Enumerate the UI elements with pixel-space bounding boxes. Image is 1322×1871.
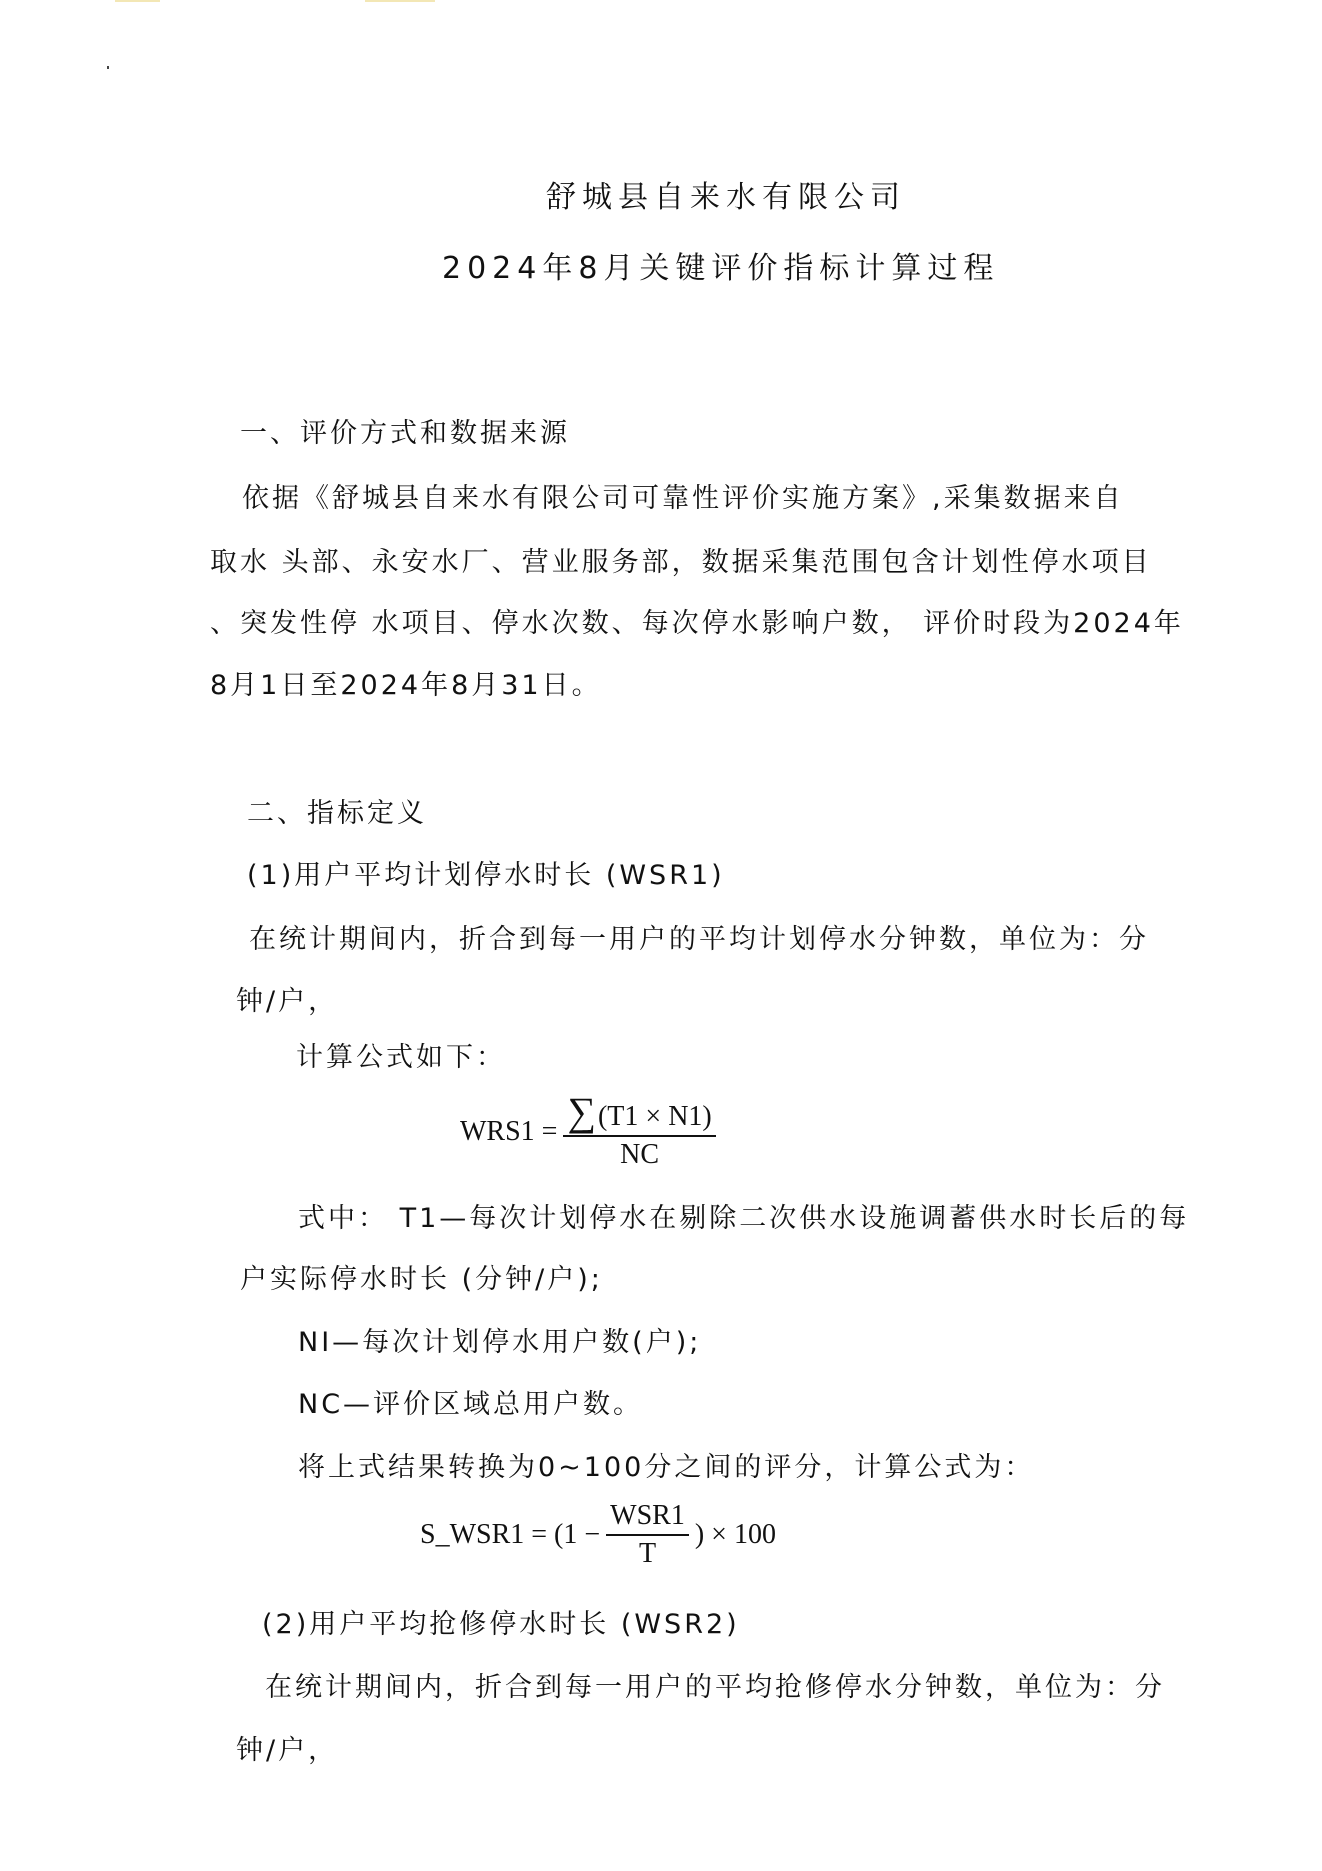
formula-denominator: NC	[620, 1139, 660, 1170]
item1-title: (1)用户平均计划停水时长 (WSR1)	[247, 860, 725, 891]
section1-paragraph-line: 、突发性停 水项目、停水次数、每次停水影响户数， 评价时段为2024年	[210, 608, 1184, 639]
section1-paragraph-line: 8月1日至2024年8月31日。	[210, 670, 602, 701]
sigma-symbol: ∑	[567, 1089, 596, 1134]
item2-title: (2)用户平均抢修停水时长 (WSR2)	[262, 1609, 740, 1640]
formula-s-wsr1	[420, 1500, 776, 1570]
formula-lhs: S_WSR1 = (1 −	[420, 1519, 601, 1550]
item2-description-line: 在统计期间内，折合到每一用户的平均抢修停水分钟数，单位为：分	[265, 1672, 1165, 1703]
formula-lhs: WRS1 =	[460, 1115, 558, 1147]
formula-numerator: WSR1	[606, 1500, 689, 1536]
item1-description-line: 钟/户，	[236, 986, 339, 1017]
section2-heading: 二、指标定义	[247, 798, 427, 829]
variable-definition-line: NI—每次计划停水用户数(户);	[298, 1327, 702, 1358]
scan-edge-mark	[365, 0, 435, 2]
variable-definition-line: NC—评价区域总用户数。	[298, 1389, 644, 1420]
item2-description-line: 钟/户，	[236, 1735, 339, 1766]
section1-paragraph-line: 依据《舒城县自来水有限公司可靠性评价实施方案》,采集数据来自	[242, 483, 1124, 514]
scan-edge-mark	[115, 0, 160, 2]
item1-description-line: 在统计期间内，折合到每一用户的平均计划停水分钟数，单位为：分	[249, 924, 1149, 955]
document-title: 舒城县自来水有限公司	[546, 180, 906, 215]
formula-wrs1	[460, 1089, 722, 1171]
document-subtitle: 2024年8月关键评价指标计算过程	[442, 251, 1000, 286]
formula-intro: 计算公式如下：	[296, 1042, 506, 1073]
section1-paragraph-line: 取水 头部、永安水厂、营业服务部，数据采集范围包含计划性停水项目	[210, 547, 1152, 578]
formula-denominator: T	[638, 1538, 657, 1569]
variable-definition-line: 户实际停水时长 (分钟/户);	[240, 1264, 603, 1295]
formula-rhs: ) × 100	[694, 1519, 776, 1550]
formula-numerator: ∑(T1 × N1)	[563, 1092, 715, 1137]
formula-fraction	[563, 1089, 715, 1171]
section1-heading: 一、评价方式和数据来源	[240, 418, 570, 449]
conversion-text: 将上式结果转换为0~100分之间的评分，计算公式为：	[298, 1452, 1035, 1483]
formula-fraction	[606, 1500, 689, 1570]
variable-definition-line: 式中： T1—每次计划停水在剔除二次供水设施调蓄供水时长后的每	[298, 1203, 1190, 1234]
scan-speck	[107, 66, 109, 69]
